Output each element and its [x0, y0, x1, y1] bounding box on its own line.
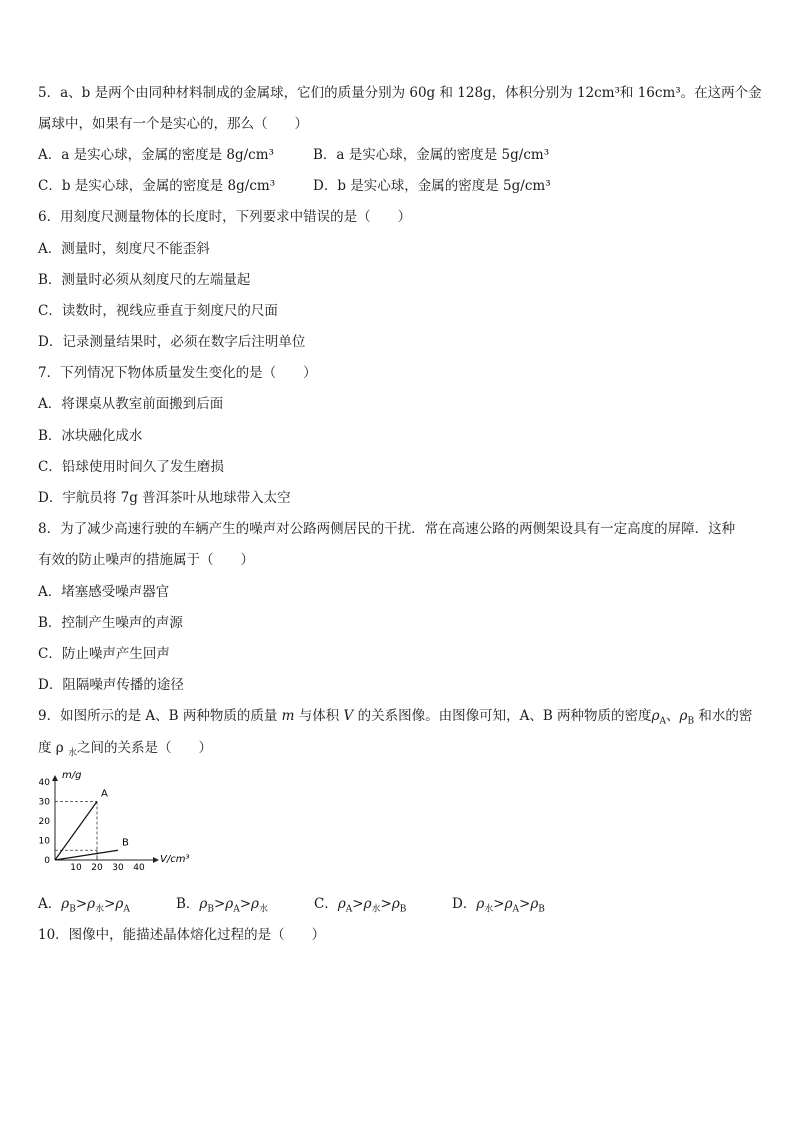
q9-option-part-s1: B: [69, 904, 76, 915]
q9-option-part-label: C．: [314, 896, 338, 912]
q10-stem: 10．图像中，能描述晶体熔化过程的是（ ）: [38, 927, 326, 943]
q9-option-part-label: D．: [452, 896, 477, 912]
q9-rho-b: ρ: [679, 708, 688, 724]
q6-stem: 6．用刻度尺测量物体的长度时，下列要求中错误的是（ ）: [38, 209, 412, 225]
q9-option-part-g2: >: [380, 896, 392, 912]
q9-text-e: 度 ρ: [38, 740, 69, 756]
q9-option-part-r3: ρ: [530, 896, 539, 912]
q9-option-a: [38, 895, 130, 913]
q9-option-part-r2: ρ: [504, 896, 513, 912]
q9-text-a: 9．如图所示的是 A、B 两种物质的质量: [38, 708, 282, 724]
q9-option-part-g1: >: [493, 896, 505, 912]
q9-text-b: 与体积: [294, 708, 344, 724]
q6-option-a: A．测量时，刻度尺不能歪斜: [38, 241, 210, 257]
q9-option-part-s1: B: [207, 904, 214, 915]
q9-option-part-s3: A: [123, 904, 130, 915]
q9-option-part-g1: >: [213, 896, 226, 912]
q9-rho-a-sub: A: [659, 716, 666, 727]
series-label-A: A: [101, 788, 108, 800]
q9-water-sub: 水: [68, 748, 78, 759]
q5-option-c: C．b 是实心球，金属的密度是 8g/cm³: [38, 178, 276, 194]
q5-stem-line1: 5．a、b 是两个由同种材料制成的金属球，它们的质量分别为 60g 和 128g，体积分别为 12cm³和 16cm³。在这两个金: [38, 85, 762, 101]
q9-option-part-s1: A: [345, 904, 353, 915]
q9-option-part-s1: 水: [484, 904, 494, 915]
q9-option-part-g2: >: [104, 896, 116, 912]
q5-option-d: D．b 是实心球，金属的密度是 5g/cm³: [313, 178, 551, 194]
q9-option-part-g1: >: [75, 896, 88, 912]
q9-mass-volume-graph: [30, 768, 210, 878]
q9-option-part-r2: ρ: [225, 896, 234, 912]
q9-mass-symbol: m: [281, 708, 295, 724]
q8-option-a: A．堵塞感受噪声器官: [38, 584, 170, 600]
q5-stem-line2: 属球中，如果有一个是实心的，那么（ ）: [38, 116, 308, 132]
series-line-B: [55, 850, 118, 860]
q6-option-c: C．读数时，视线应垂直于刻度尺的尺面: [38, 303, 278, 319]
q9-option-part-r3: ρ: [115, 896, 124, 912]
q9-option-c: [314, 895, 406, 913]
q7-option-d: D．宇航员将 7g 普洱茶叶从地球带入太空: [38, 490, 291, 506]
q9-option-part-r1: ρ: [61, 896, 70, 912]
q9-option-part-r2: ρ: [87, 896, 96, 912]
q8-stem-line2: 有效的防止噪声的措施属于（ ）: [38, 552, 254, 568]
q9-option-part-r2: ρ: [363, 896, 372, 912]
q9-text-d: 和水的密: [694, 708, 753, 724]
q9-option-part-r3: ρ: [391, 896, 400, 912]
q9-option-part-r3: ρ: [251, 896, 259, 912]
x-axis-label: V/cm³: [160, 854, 190, 865]
q9-option-part-s2: 水: [371, 904, 381, 915]
q6-option-d: D．记录测量结果时，必须在数字后注明单位: [38, 334, 306, 350]
q7-option-c: C．铅球使用时间久了发生磨损: [38, 459, 224, 475]
q9-option-b: [176, 895, 268, 913]
q9-text-c: 的关系图像。由图像可知，A、B 两种物质的密度: [353, 708, 652, 724]
x-tick-label: 40: [133, 863, 145, 873]
q8-option-d: D．阻隔噪声传播的途径: [38, 677, 184, 693]
y-tick-label: 20: [38, 817, 50, 827]
q9-option-d: [452, 895, 545, 913]
q8-stem-line1: 8．为了减少高速行驶的车辆产生的噪声对公路两侧居民的干扰．常在高速公路的两侧架设具有一定高度的屏障．这种: [38, 521, 736, 537]
q9-option-part-label: B．: [176, 896, 200, 912]
y-tick-label: 10: [38, 836, 50, 847]
q6-option-b: B．测量时必须从刻度尺的左端量起: [38, 272, 251, 288]
y-axis-label: m/g: [62, 770, 82, 781]
q9-option-part-s2: 水: [95, 904, 105, 915]
q9-option-part-g1: >: [352, 896, 364, 912]
q8-option-b: B．控制产生噪声的声源: [38, 615, 183, 631]
q9-option-part-s2: A: [512, 904, 520, 915]
y-tick-label: 30: [38, 797, 50, 808]
q7-option-b: B．冰块融化成水: [38, 428, 143, 444]
q9-option-part-r1: ρ: [476, 896, 485, 912]
q9-rho-a: ρ: [651, 708, 660, 724]
q5-option-b: B．a 是实心球，金属的密度是 5g/cm³: [313, 147, 550, 163]
q9-option-part-g2: >: [239, 896, 252, 912]
q7-stem: 7．下列情况下物体质量发生变化的是（ ）: [38, 365, 317, 381]
q9-option-part-r1: ρ: [337, 896, 346, 912]
q9-option-part-s3: B: [538, 904, 545, 915]
q9-sep: 、: [666, 708, 680, 724]
x-tick-label: 20: [91, 863, 103, 873]
q5-option-a: A．a 是实心球，金属的密度是 8g/cm³: [38, 147, 274, 163]
q9-volume-symbol: V: [343, 708, 354, 724]
x-tick-label: 30: [112, 863, 124, 873]
series-label-B: B: [122, 837, 129, 849]
y-tick-label: 0: [44, 856, 50, 866]
q9-stem-line2: [38, 739, 212, 757]
y-tick-label: 40: [38, 778, 50, 788]
q9-option-part-label: A．: [38, 896, 62, 912]
q9-option-part-s3: 水: [258, 904, 268, 915]
q9-option-part-g2: >: [519, 896, 531, 912]
x-tick-label: 10: [70, 863, 82, 873]
q8-option-c: C．防止噪声产生回声: [38, 646, 170, 662]
q9-text-f: 之间的关系是（ ）: [77, 740, 213, 756]
q7-option-a: A．将课桌从教室前面搬到后面: [38, 396, 224, 412]
q9-option-part-s3: B: [399, 904, 407, 915]
q9-stem-line1: [38, 707, 752, 725]
q9-option-part-r1: ρ: [199, 896, 208, 912]
series-line-A: [55, 802, 97, 861]
q9-option-part-s2: A: [233, 904, 240, 915]
q9-rho-b-sub: B: [687, 716, 695, 727]
